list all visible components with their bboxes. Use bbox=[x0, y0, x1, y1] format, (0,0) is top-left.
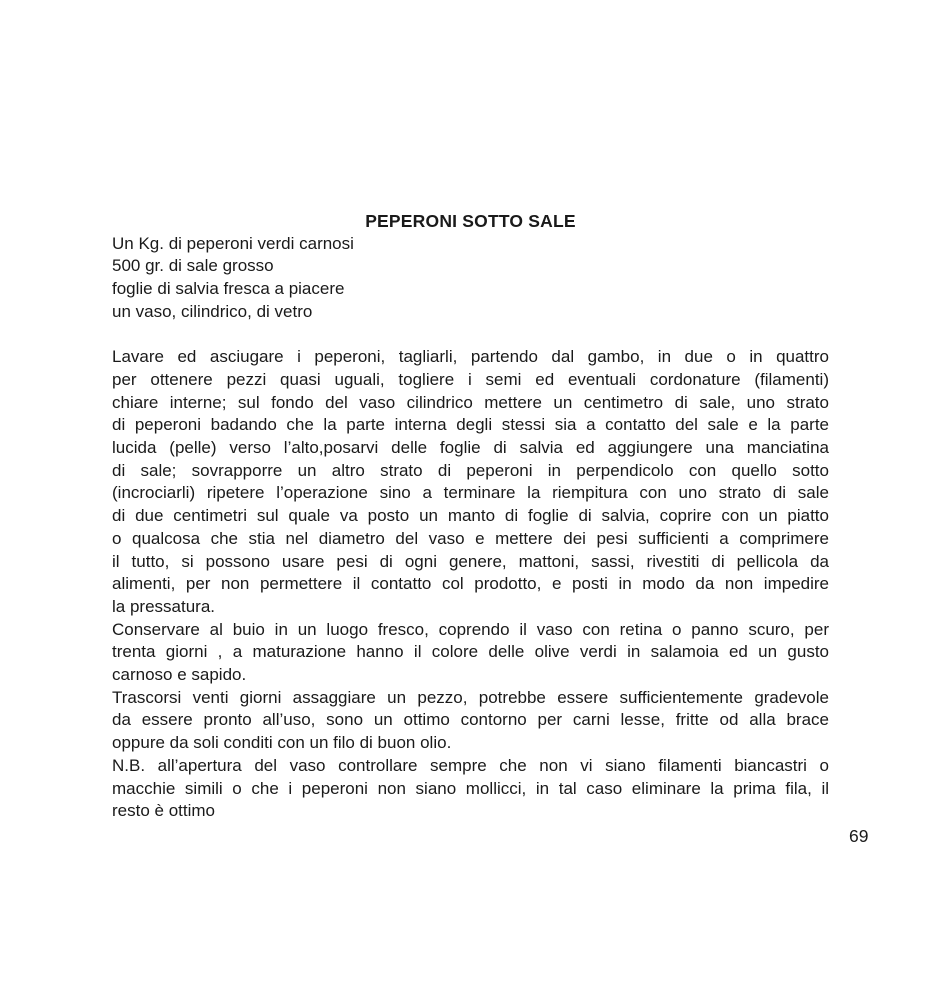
text-line: lucida (pelle) verso l’alto,posarvi delle foglie di salvia ed aggiungere una manciatina bbox=[112, 438, 829, 458]
text-line: Lavare ed asciugare i peperoni, tagliarli, partendo dal gambo, in due o in quattro bbox=[112, 347, 829, 367]
text-line: o qualcosa che stia nel diametro del vaso e mettere dei pesi sufficienti a comprimere bbox=[112, 528, 829, 548]
page-number: 69 bbox=[849, 826, 869, 846]
text-line: oppure da soli conditi con un filo di buon olio. bbox=[112, 733, 452, 753]
recipe-instructions bbox=[112, 346, 829, 823]
text-line: di peperoni badando che la parte interna degli stessi sia a contatto del sale e la parte bbox=[112, 415, 829, 435]
ingredient-line: Un Kg. di peperoni verdi carnosi bbox=[112, 233, 354, 253]
text-line: da essere pronto all’uso, sono un ottimo contorno per carni lesse, fritte od alla brace bbox=[112, 710, 829, 730]
text-line: N.B. all’apertura del vaso controllare sempre che non vi siano filamenti biancastri o bbox=[112, 755, 829, 775]
text-line: Conservare al buio in un luogo fresco, coprendo il vaso con retina o panno scuro, per bbox=[112, 619, 829, 639]
text-line: macchie simili o che i peperoni non siano mollicci, in tal caso eliminare la prima fila, il bbox=[112, 778, 829, 798]
text-line: carnoso e sapido. bbox=[112, 665, 247, 685]
recipe-text-block bbox=[112, 210, 829, 823]
text-line: il tutto, si possono usare pesi di ogni genere, mattoni, sassi, rivestiti di pellicola da bbox=[112, 551, 829, 571]
text-line: resto è ottimo bbox=[112, 801, 215, 821]
text-line: di sale; sovrapporre un altro strato di peperoni in perpendicolo con quello sotto bbox=[112, 460, 829, 480]
ingredient-line: 500 gr. di sale grosso bbox=[112, 256, 274, 276]
ingredient-list bbox=[112, 233, 829, 324]
text-line: la pressatura. bbox=[112, 596, 215, 616]
text-line: di due centimetri sul quale va posto un manto di foglie di salvia, coprire con un piatto bbox=[112, 506, 829, 526]
text-line: Trascorsi venti giorni assaggiare un pezzo, potrebbe essere sufficientemente gradevole bbox=[112, 687, 829, 707]
ingredient-line: foglie di salvia fresca a piacere bbox=[112, 279, 345, 299]
recipe-title: PEPERONI SOTTO SALE bbox=[365, 211, 576, 231]
text-line: trenta giorni , a maturazione hanno il colore delle olive verdi in salamoia ed un gusto bbox=[112, 642, 829, 662]
ingredient-line: un vaso, cilindrico, di vetro bbox=[112, 301, 313, 321]
text-line: alimenti, per non permettere il contatto col prodotto, e posti in modo da non impedire bbox=[112, 574, 829, 594]
text-line: chiare interne; sul fondo del vaso cilindrico mettere un centimetro di sale, uno strato bbox=[112, 392, 829, 412]
text-line: per ottenere pezzi quasi uguali, togliere i semi ed eventuali cordonature (filamenti) bbox=[112, 369, 829, 389]
text-line: (incrociarli) ripetere l’operazione sino a terminare la riempitura con uno strato di sale bbox=[112, 483, 829, 503]
